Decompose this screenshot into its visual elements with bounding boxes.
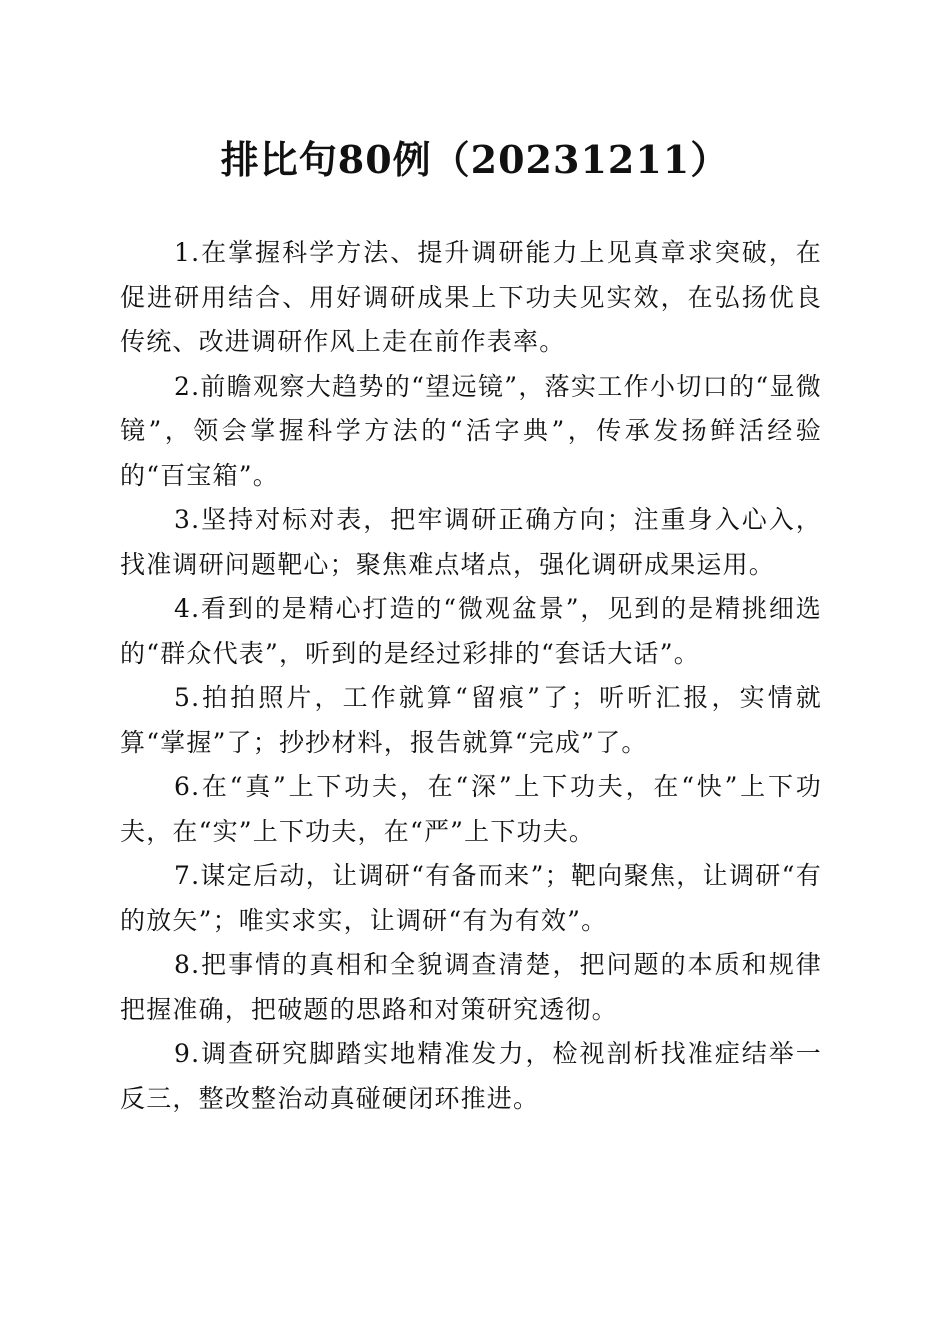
document-body — [120, 231, 822, 1121]
paragraph-8: 8.把事情的真相和全貌调查清楚，把问题的本质和规律把握准确，把破题的思路和对策研究透彻。 — [120, 950, 822, 1024]
paragraph-2: 2.前瞻观察大趋势的“望远镜”，落实工作小切口的“显微镜”，领会掌握科学方法的“活字典”，传承发扬鲜活经验的“百宝箱”。 — [120, 371, 822, 490]
paragraph-3: 3.坚持对标对表，把牢调研正确方向；注重身入心入，找准调研问题靶心；聚焦难点堵点，强化调研成果运用。 — [120, 505, 822, 579]
paragraph-7: 7.谋定后动，让调研“有备而来”；靶向聚焦，让调研“有的放矢”；唯实求实，让调研“有为有效”。 — [120, 861, 822, 935]
page-title: 排比句80例（20231211） — [220, 137, 730, 182]
paragraph-1: 1.在掌握科学方法、提升调研能力上见真章求突破，在促进研用结合、用好调研成果上下功夫见实效，在弘扬优良传统、改进调研作风上走在前作表率。 — [120, 238, 822, 356]
paragraph-4: 4.看到的是精心打造的“微观盆景”，见到的是精挑细选的“群众代表”，听到的是经过彩排的“套话大话”。 — [120, 594, 822, 668]
paragraph-9: 9.调查研究脚踏实地精准发力，检视剖析找准症结举一反三，整改整治动真碰硬闭环推进。 — [120, 1039, 822, 1113]
paragraph-6: 6.在“真”上下功夫，在“深”上下功夫，在“快”上下功夫，在“实”上下功夫，在“严”上下功夫。 — [120, 772, 822, 846]
paragraph-5: 5.拍拍照片，工作就算“留痕”了；听听汇报，实情就算“掌握”了；抄抄材料，报告就算“完成”了。 — [120, 683, 822, 757]
